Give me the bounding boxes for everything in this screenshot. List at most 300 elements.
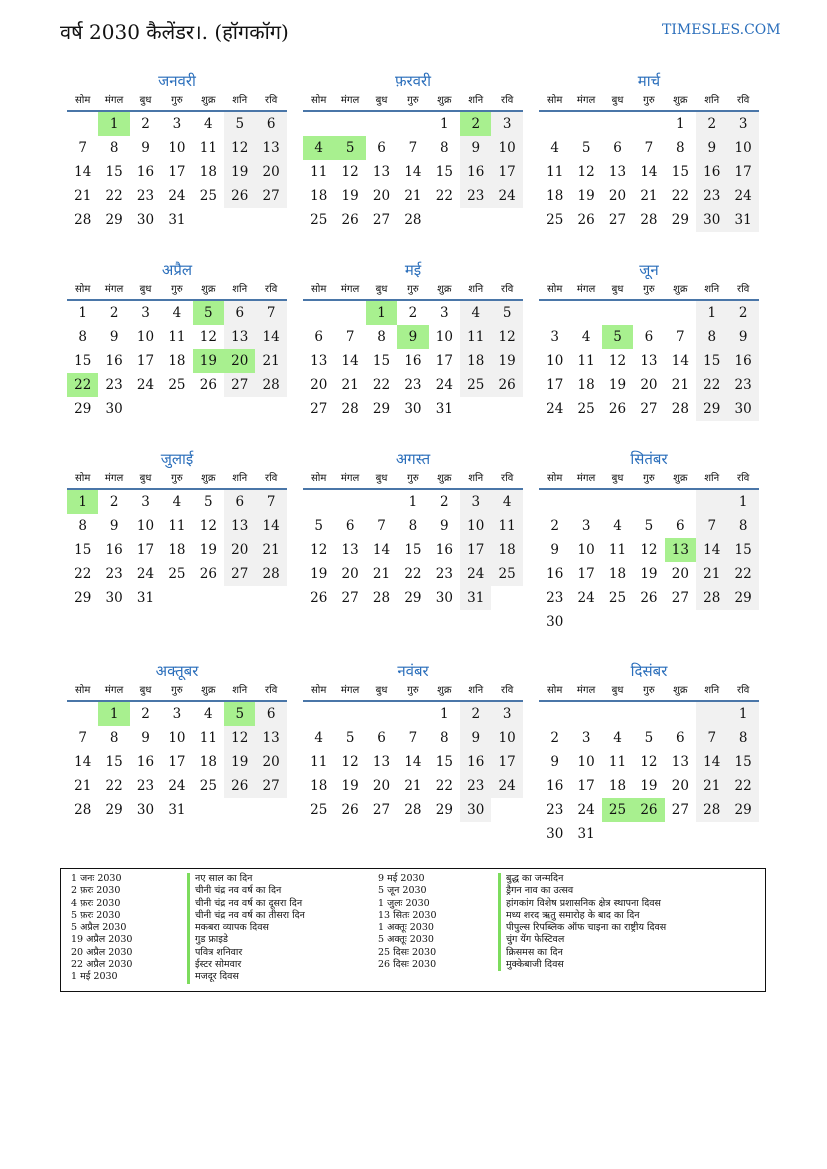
empty-cell bbox=[665, 301, 696, 325]
month-name: जनवरी bbox=[158, 72, 196, 90]
weekday-label: बुध bbox=[139, 685, 152, 696]
day-grid bbox=[539, 702, 759, 846]
day-grid bbox=[303, 702, 523, 822]
day-cell: 30 bbox=[546, 614, 564, 630]
holiday-day: 5 bbox=[193, 301, 224, 325]
weekday-label: गुरु bbox=[171, 685, 183, 696]
day-cell: 23 bbox=[546, 802, 564, 818]
weekday-label: मंगल bbox=[576, 284, 596, 295]
day-cell: 18 bbox=[310, 188, 328, 204]
day-cell: 17 bbox=[577, 778, 595, 794]
day-cell: 6 bbox=[644, 329, 654, 345]
legend-holiday-name: चुंग येंग फेस्टिवल bbox=[498, 934, 666, 946]
day-cell: 13 bbox=[640, 353, 658, 369]
day-cell: 12 bbox=[310, 542, 328, 558]
day-cell: 2 bbox=[109, 494, 119, 510]
weekday-label: शुक्र bbox=[201, 473, 216, 484]
weekday-label: शुक्र bbox=[437, 95, 452, 106]
day-cell: 21 bbox=[671, 377, 689, 393]
legend-names-right bbox=[498, 873, 666, 971]
day-cell: 29 bbox=[74, 401, 92, 417]
day-cell: 28 bbox=[255, 562, 286, 586]
day-cell: 8 bbox=[109, 140, 119, 156]
weekday-label: शुक्र bbox=[673, 473, 688, 484]
day-cell: 2 bbox=[550, 730, 559, 746]
holiday-day: 2 bbox=[460, 112, 491, 136]
day-cell: 31 bbox=[136, 590, 155, 606]
day-cell: 29 bbox=[696, 397, 727, 421]
day-grid bbox=[539, 112, 759, 232]
day-cell: 16 bbox=[404, 353, 422, 369]
holiday-day: 1 bbox=[98, 702, 129, 726]
legend-date: 5 अक्तूः 2030 bbox=[378, 934, 434, 946]
day-cell: 16 bbox=[546, 778, 564, 794]
day-cell: 26 bbox=[199, 377, 217, 393]
day-grid bbox=[303, 112, 523, 232]
day-cell: 28 bbox=[404, 212, 422, 228]
holiday-day: 5 bbox=[602, 325, 633, 349]
day-cell: 15 bbox=[727, 538, 758, 562]
day-cell: 10 bbox=[491, 726, 522, 750]
weekday-header bbox=[303, 470, 523, 490]
day-cell: 14 bbox=[372, 542, 391, 558]
day-cell: 3 bbox=[460, 490, 491, 514]
day-cell: 15 bbox=[696, 349, 727, 373]
empty-cell bbox=[303, 490, 334, 514]
day-cell: 7 bbox=[345, 329, 355, 345]
weekday-label: शनि bbox=[704, 473, 720, 484]
day-cell: 10 bbox=[460, 514, 491, 538]
day-cell: 6 bbox=[224, 301, 255, 325]
day-cell: 17 bbox=[460, 538, 491, 562]
day-cell: 16 bbox=[460, 750, 491, 774]
day-cell: 16 bbox=[136, 754, 155, 770]
day-grid bbox=[303, 301, 523, 421]
day-cell: 2 bbox=[408, 305, 418, 321]
day-cell: 7 bbox=[78, 730, 87, 746]
empty-cell bbox=[334, 490, 365, 514]
day-cell: 5 bbox=[345, 730, 355, 746]
empty-cell bbox=[633, 702, 664, 726]
holiday-day: 5 bbox=[334, 136, 365, 160]
day-cell: 14 bbox=[341, 353, 359, 369]
day-cell: 9 bbox=[141, 730, 150, 746]
month-name: मार्च bbox=[637, 72, 661, 90]
day-cell: 21 bbox=[341, 377, 359, 393]
day-cell: 21 bbox=[404, 188, 422, 204]
page-title: वर्ष 2030 कैलेंडर।. (हॉगकॉग) bbox=[60, 20, 289, 44]
empty-cell bbox=[570, 702, 601, 726]
weekday-label: गुरु bbox=[643, 284, 655, 295]
day-cell: 13 bbox=[310, 353, 328, 369]
weekday-label: सोम bbox=[547, 685, 563, 696]
day-cell: 27 bbox=[224, 562, 255, 586]
day-cell: 15 bbox=[671, 164, 689, 180]
weekday-label: गुरु bbox=[407, 95, 419, 106]
site-link[interactable]: TIMESLES.COM bbox=[662, 22, 781, 38]
day-cell: 22 bbox=[105, 778, 123, 794]
day-cell: 16 bbox=[105, 542, 123, 558]
weekday-header bbox=[67, 92, 287, 112]
legend-date: 20 अप्रैल 2030 bbox=[71, 946, 133, 958]
weekday-label: शनि bbox=[232, 685, 248, 696]
empty-cell bbox=[570, 112, 601, 136]
day-cell: 20 bbox=[372, 778, 391, 794]
day-cell: 8 bbox=[440, 140, 449, 156]
day-cell: 30 bbox=[136, 802, 155, 818]
day-cell: 9 bbox=[141, 140, 150, 156]
legend-holiday-name: चीनी चंद्र नव वर्ष का दूसरा दिन bbox=[187, 898, 305, 910]
day-cell: 26 bbox=[491, 373, 522, 397]
month-name: नवंबर bbox=[397, 662, 429, 680]
day-cell: 15 bbox=[435, 754, 453, 770]
weekday-label: गुरु bbox=[171, 284, 183, 295]
empty-cell bbox=[633, 301, 664, 325]
month-block bbox=[67, 448, 287, 610]
legend-holiday-name: नए साल का दिन bbox=[187, 873, 305, 885]
day-cell: 19 bbox=[341, 778, 359, 794]
month-block bbox=[67, 70, 287, 232]
day-cell: 26 bbox=[341, 212, 359, 228]
day-cell: 21 bbox=[696, 562, 727, 586]
day-cell: 15 bbox=[105, 164, 123, 180]
day-cell: 16 bbox=[696, 160, 727, 184]
day-cell: 2 bbox=[696, 112, 727, 136]
weekday-label: सोम bbox=[547, 284, 563, 295]
day-cell: 12 bbox=[199, 329, 217, 345]
day-cell: 7 bbox=[255, 301, 286, 325]
day-cell: 9 bbox=[440, 518, 449, 534]
day-cell: 6 bbox=[676, 518, 685, 534]
month-block bbox=[539, 70, 759, 232]
weekday-label: मंगल bbox=[104, 95, 124, 106]
day-cell: 12 bbox=[224, 136, 255, 160]
holiday-day: 22 bbox=[67, 373, 98, 397]
weekday-label: शनि bbox=[704, 95, 720, 106]
day-cell: 8 bbox=[676, 140, 685, 156]
day-cell: 7 bbox=[696, 726, 727, 750]
day-cell: 17 bbox=[435, 353, 453, 369]
weekday-header bbox=[67, 470, 287, 490]
day-cell: 24 bbox=[491, 774, 522, 798]
day-cell: 27 bbox=[341, 590, 359, 606]
empty-cell bbox=[303, 112, 334, 136]
day-cell: 23 bbox=[404, 377, 422, 393]
day-cell: 15 bbox=[74, 542, 92, 558]
day-cell: 20 bbox=[255, 750, 286, 774]
day-cell: 3 bbox=[172, 706, 182, 722]
weekday-label: रवि bbox=[737, 473, 750, 484]
weekday-label: बुध bbox=[375, 284, 388, 295]
day-cell: 21 bbox=[74, 778, 92, 794]
legend-holiday-name: मजदूर दिवस bbox=[187, 971, 305, 983]
day-cell: 3 bbox=[491, 702, 522, 726]
day-cell: 25 bbox=[168, 377, 186, 393]
day-cell: 9 bbox=[109, 329, 119, 345]
day-cell: 12 bbox=[224, 726, 255, 750]
legend-holiday-name: हांगकांग विशेष प्रशासनिक क्षेत्र स्थापना दिवस bbox=[498, 898, 666, 910]
day-cell: 11 bbox=[168, 329, 186, 345]
day-cell: 19 bbox=[224, 750, 255, 774]
day-cell: 22 bbox=[727, 562, 758, 586]
day-cell: 12 bbox=[608, 353, 627, 369]
weekday-label: मंगल bbox=[576, 685, 596, 696]
legend-date: 22 अप्रैल 2030 bbox=[71, 959, 133, 971]
day-cell: 3 bbox=[141, 494, 150, 510]
day-cell: 30 bbox=[696, 208, 727, 232]
day-cell: 26 bbox=[310, 590, 328, 606]
day-cell: 17 bbox=[546, 377, 564, 393]
day-cell: 2 bbox=[109, 305, 119, 321]
empty-cell bbox=[665, 702, 696, 726]
weekday-label: शुक्र bbox=[201, 95, 216, 106]
empty-cell bbox=[665, 490, 696, 514]
weekday-label: शनि bbox=[468, 95, 484, 106]
day-cell: 26 bbox=[640, 590, 658, 606]
month-name: सितंबर bbox=[630, 450, 668, 468]
legend-date: 1 मई 2030 bbox=[71, 971, 118, 983]
day-cell: 6 bbox=[224, 490, 255, 514]
legend-holiday-name: पवित्र शनिवार bbox=[187, 947, 305, 959]
day-cell: 1 bbox=[440, 706, 449, 722]
empty-cell bbox=[303, 301, 334, 325]
weekday-label: बुध bbox=[611, 95, 624, 106]
day-cell: 23 bbox=[105, 377, 123, 393]
weekday-header bbox=[539, 682, 759, 702]
day-cell: 3 bbox=[440, 305, 449, 321]
day-cell: 16 bbox=[460, 160, 491, 184]
day-cell: 31 bbox=[727, 208, 758, 232]
weekday-label: रवि bbox=[265, 473, 278, 484]
day-cell: 19 bbox=[341, 188, 359, 204]
day-cell: 17 bbox=[727, 160, 758, 184]
day-cell: 11 bbox=[310, 754, 328, 770]
day-cell: 18 bbox=[460, 349, 491, 373]
day-cell: 7 bbox=[78, 140, 87, 156]
day-cell: 23 bbox=[435, 566, 453, 582]
weekday-label: शुक्र bbox=[437, 473, 452, 484]
day-cell: 18 bbox=[168, 542, 186, 558]
day-cell: 17 bbox=[577, 566, 595, 582]
day-cell: 21 bbox=[696, 774, 727, 798]
day-cell: 7 bbox=[255, 490, 286, 514]
day-cell: 4 bbox=[613, 730, 622, 746]
day-cell: 3 bbox=[550, 329, 559, 345]
day-cell: 29 bbox=[105, 212, 123, 228]
day-cell: 13 bbox=[224, 514, 255, 538]
day-cell: 11 bbox=[546, 164, 564, 180]
weekday-label: शनि bbox=[704, 284, 720, 295]
day-cell: 6 bbox=[314, 329, 323, 345]
weekday-label: रवि bbox=[501, 284, 514, 295]
day-cell: 28 bbox=[640, 212, 658, 228]
day-cell: 29 bbox=[435, 802, 453, 818]
month-name: जुलाई bbox=[160, 450, 194, 468]
day-cell: 9 bbox=[696, 136, 727, 160]
weekday-label: गुरु bbox=[407, 284, 419, 295]
day-cell: 24 bbox=[577, 802, 595, 818]
month-block bbox=[539, 259, 759, 421]
empty-cell bbox=[696, 490, 727, 514]
empty-cell bbox=[67, 702, 98, 726]
day-cell: 17 bbox=[136, 542, 155, 558]
legend-holiday-name: ईस्टर सोमवार bbox=[187, 959, 305, 971]
day-cell: 13 bbox=[341, 542, 359, 558]
day-cell: 31 bbox=[577, 826, 595, 842]
weekday-label: बुध bbox=[139, 473, 152, 484]
day-cell: 8 bbox=[727, 514, 758, 538]
holiday-day: 20 bbox=[224, 349, 255, 373]
month-name: अगस्त bbox=[395, 450, 431, 468]
day-cell: 20 bbox=[255, 160, 286, 184]
day-cell: 20 bbox=[341, 566, 359, 582]
day-cell: 2 bbox=[727, 301, 758, 325]
day-cell: 12 bbox=[199, 518, 217, 534]
day-cell: 3 bbox=[141, 305, 150, 321]
day-cell: 29 bbox=[372, 401, 391, 417]
day-cell: 11 bbox=[168, 518, 186, 534]
day-cell: 21 bbox=[255, 349, 286, 373]
day-cell: 15 bbox=[727, 750, 758, 774]
day-cell: 29 bbox=[671, 212, 689, 228]
day-cell: 29 bbox=[74, 590, 92, 606]
day-cell: 6 bbox=[255, 112, 286, 136]
weekday-header bbox=[539, 92, 759, 112]
day-cell: 4 bbox=[613, 518, 622, 534]
day-cell: 28 bbox=[74, 212, 92, 228]
day-cell: 30 bbox=[136, 212, 155, 228]
day-cell: 20 bbox=[310, 377, 328, 393]
day-cell: 8 bbox=[109, 730, 119, 746]
day-cell: 28 bbox=[255, 373, 286, 397]
day-cell: 29 bbox=[404, 590, 422, 606]
weekday-label: मंगल bbox=[340, 95, 360, 106]
day-cell: 23 bbox=[460, 774, 491, 798]
weekday-label: रवि bbox=[737, 95, 750, 106]
weekday-label: शुक्र bbox=[673, 284, 688, 295]
month-block bbox=[539, 448, 759, 634]
legend-date: 19 अप्रैल 2030 bbox=[71, 934, 133, 946]
empty-cell bbox=[633, 112, 664, 136]
weekday-label: शुक्र bbox=[201, 284, 216, 295]
empty-cell bbox=[334, 301, 365, 325]
weekday-label: शनि bbox=[232, 95, 248, 106]
weekday-label: शनि bbox=[468, 473, 484, 484]
day-cell: 22 bbox=[372, 377, 391, 393]
day-cell: 31 bbox=[435, 401, 453, 417]
day-cell: 17 bbox=[136, 353, 155, 369]
weekday-label: मंगल bbox=[340, 685, 360, 696]
day-cell: 30 bbox=[404, 401, 422, 417]
day-cell: 4 bbox=[314, 730, 323, 746]
weekday-label: सोम bbox=[547, 95, 563, 106]
day-cell: 23 bbox=[136, 188, 155, 204]
day-cell: 31 bbox=[168, 802, 186, 818]
weekday-header bbox=[67, 281, 287, 301]
day-cell: 13 bbox=[608, 164, 627, 180]
day-cell: 20 bbox=[671, 778, 689, 794]
day-cell: 4 bbox=[491, 490, 522, 514]
weekday-label: गुरु bbox=[407, 473, 419, 484]
day-cell: 15 bbox=[74, 353, 92, 369]
holiday-day: 1 bbox=[366, 301, 397, 325]
day-cell: 13 bbox=[372, 754, 391, 770]
empty-cell bbox=[334, 112, 365, 136]
day-cell: 6 bbox=[255, 702, 286, 726]
weekday-label: सोम bbox=[75, 95, 91, 106]
day-cell: 17 bbox=[491, 160, 522, 184]
day-cell: 10 bbox=[577, 542, 595, 558]
day-grid bbox=[67, 301, 287, 421]
day-cell: 14 bbox=[255, 514, 286, 538]
day-cell: 28 bbox=[372, 590, 391, 606]
weekday-label: बुध bbox=[611, 284, 624, 295]
day-cell: 15 bbox=[435, 164, 453, 180]
holiday-day: 25 bbox=[602, 798, 633, 822]
day-cell: 24 bbox=[168, 188, 186, 204]
day-cell: 26 bbox=[341, 802, 359, 818]
day-cell: 14 bbox=[696, 538, 727, 562]
weekday-label: सोम bbox=[311, 284, 327, 295]
weekday-label: शुक्र bbox=[673, 95, 688, 106]
day-cell: 18 bbox=[310, 778, 328, 794]
day-cell: 4 bbox=[172, 494, 182, 510]
day-cell: 3 bbox=[581, 730, 591, 746]
day-cell: 4 bbox=[204, 706, 213, 722]
day-cell: 7 bbox=[377, 518, 386, 534]
day-cell: 13 bbox=[255, 136, 286, 160]
day-cell: 5 bbox=[581, 140, 591, 156]
day-cell: 15 bbox=[372, 353, 391, 369]
day-cell: 11 bbox=[608, 542, 627, 558]
day-grid bbox=[67, 112, 287, 232]
day-cell: 9 bbox=[460, 136, 491, 160]
weekday-header bbox=[303, 281, 523, 301]
legend-holiday-name: क्रिसमस का दिन bbox=[498, 947, 666, 959]
weekday-label: रवि bbox=[265, 95, 278, 106]
day-cell: 14 bbox=[404, 754, 422, 770]
day-cell: 24 bbox=[460, 562, 491, 586]
day-cell: 23 bbox=[136, 778, 155, 794]
day-cell: 10 bbox=[136, 329, 155, 345]
day-cell: 25 bbox=[577, 401, 595, 417]
day-cell: 21 bbox=[255, 538, 286, 562]
weekday-label: बुध bbox=[375, 95, 388, 106]
weekday-label: गुरु bbox=[171, 473, 183, 484]
legend-holiday-name: ड्रैगन नाव का उत्सव bbox=[498, 885, 666, 897]
day-cell: 27 bbox=[372, 212, 391, 228]
day-cell: 26 bbox=[199, 566, 217, 582]
day-cell: 20 bbox=[671, 566, 689, 582]
day-cell: 25 bbox=[546, 212, 564, 228]
weekday-label: मंगल bbox=[104, 284, 124, 295]
month-block bbox=[539, 660, 759, 846]
day-cell: 30 bbox=[460, 798, 491, 822]
day-cell: 12 bbox=[640, 542, 658, 558]
day-cell: 21 bbox=[74, 188, 92, 204]
legend-holiday-name: गुड फ्राइडे bbox=[187, 934, 305, 946]
day-cell: 27 bbox=[671, 590, 689, 606]
weekday-label: रवि bbox=[501, 95, 514, 106]
empty-cell bbox=[303, 702, 334, 726]
weekday-label: सोम bbox=[75, 473, 91, 484]
weekday-label: बुध bbox=[611, 473, 624, 484]
month-name: फ़रवरी bbox=[394, 72, 432, 90]
day-cell: 11 bbox=[199, 140, 217, 156]
day-cell: 18 bbox=[577, 377, 595, 393]
day-cell: 24 bbox=[727, 184, 758, 208]
legend-dates-left bbox=[71, 873, 132, 984]
